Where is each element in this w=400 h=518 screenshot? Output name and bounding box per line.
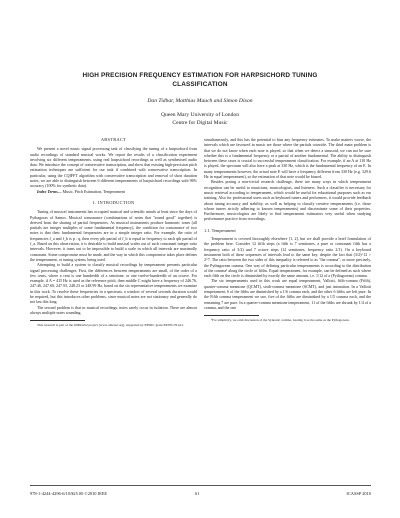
- footnote-left: This research is part of the OMRAS2 project (www.omras2.org), supported by EPSRC grant EP/E017614/1.: [37, 323, 185, 328]
- author-list: Dan Tidhar, Matthias Mauch and Simon Dixon: [147, 98, 253, 104]
- right-paragraph-4: The six temperaments used in this work are equal temperament, Vallotti, fifth-comma (Fifth), quarter-comma meantone (QCMT), sixth-comma meantone (SCMT), and just intonation. In a Vallotti temperament, 6 of the fifths are diminished by a 1/6 comma each, and the other 6 fifths are left pure. In the Fifth comma temperament we use, five of the fifths are diminished by a 1/5 comma each, and the remaining 7 are pure. In a quarter-comma meantone temperament, 11 of the fifths are shrunk by 1/4 of a comma, and the one: [204, 278, 371, 310]
- affiliation-line-1: Queen Mary University of London: [161, 112, 239, 118]
- intro-paragraph-1: Tuning of musical instruments has occupied musical and scientific minds at least since the days of Pythagoras of Samos. Musical consonance (combinations of notes that "sound good" together) is derived from the sharing of partial frequencies. As musical instruments produce harmonic tones (all partials are integer multiples of some fundamental frequency), the condition for consonance of two notes is that their fundamental frequencies are in a simple integer ratio. For example, the ratio of frequencies f_a and f_b is p : q, then every pth partial of f_b is equal in frequency to each qth partial of f_a. Based on this observation, it is desirable to build musical scales out of such consonant integer ratio intervals. However, it turns out to be impossible to build a scale in which all intervals are maximally consonant. Some compromise must be made, and the way in which this compromise takes place defines the temperament, or tuning system, being used.: [30, 209, 197, 262]
- intro-paragraph-2: Attempting to build a system to classify musical recordings by temperament presents particular signal processing challenges. First, the differences between temperaments are small, of the order of a few cents, where a cent is one hundredth of a semitone, or one twelve-hundredth of an octave. For example, if A = 415 Hz is used as the reference pitch, then middle C might have a frequency of 246.76, 247.46, 247.60, 247.93, 248.23 or 248.99 Hz, based on the six representative temperaments we examine in this work. To resolve these frequencies in a spectrum, a window of several seconds duration would be required, but this introduces other problems, since musical notes are not stationary and generally do not last this long.: [30, 262, 197, 305]
- footnote-rule: [30, 320, 85, 321]
- right-paragraph-1: simultaneously, and this has the potential to bias any frequency estimates. To make matters worse, the intervals which are favoured in music are those where the partials coincide. The third main problem is that we do not know when each note is played, so that when we detect a sinusoid, we can not be sure whether this is a fundamental frequency or a partial of another fundamental. The ability to distinguish between these cases is crucial to successful temperament classification. For example, if an A at 110 Hz is played, the spectrum will also have a peak at 330 Hz, which is the fundamental frequency of an E. In many temperaments however, the actual note E will have a frequency different from 330 Hz (e.g. 329.6 Hz in equal temperament), so the estimation of that note would be biased.: [204, 137, 371, 180]
- abstract-text: We present a novel music signal processing task of classifying the tuning of a harpsichord from audio recordings of standard musical works. We report the results of a classification experiment involving six different temperaments, using real harpsichord recordings as well as synthesised audio data. We introduce the concept of conservative transcription, and show that existing high-precision pitch estimation techniques are sufficient for our task if combined with conservative transcription. In particular, using the CQIFFT algorithm with conservative transcription and removal of short duration notes, we are able to distinguish between 6 different temperaments of harpsichord recordings with 96% accuracy (100% for synthetic data).: [30, 146, 197, 189]
- abstract-heading: ABSTRACT: [100, 137, 127, 142]
- index-terms-label: Index Terms—: [37, 188, 62, 194]
- page-number: 61: [195, 491, 200, 496]
- right-paragraph-2: Besides posing a non-trivial research challenge, there are many ways in which temperament recognition can be useful to musicians, musicologists, and listeners. Such a classifier is necessary for music retrieval according to temperament, which would be useful for educational purposes such as ear training. Also for professional users such as keyboard tuners and performers, it would provide feedback about tuning accuracy and stability, as well as helping to classify creative temperaments (i.e. those whose tuners strictly adhering to known temperaments) and discriminate some of their properties. Furthermore, musicologists are likely to find temperament estimators very useful when studying performance practice from recordings.: [204, 179, 371, 222]
- affiliation-line-2: Centre for Digital Music: [172, 120, 228, 126]
- conference-name: ICASSP 2010: [346, 491, 371, 496]
- intro-paragraph-3: The second problem is that in musical recordings, notes rarely occur in isolation. There are almost always multiple notes sounding: [30, 304, 197, 315]
- footer-rule: [30, 485, 371, 486]
- index-terms-text: Music, Pitch Estimation, Temperament: [61, 188, 126, 194]
- intro-heading: 1. INTRODUCTION: [92, 199, 135, 205]
- footnote-rule-right: [204, 315, 259, 316]
- title-line-1: HIGH PRECISION FREQUENCY ESTIMATION FOR HARPSICHORD TUNING: [82, 72, 318, 79]
- footnote-right: ¹For simplicity, we omit discussion of the Syntonic comma, treating it as the same as the Pythagorean.: [211, 318, 350, 323]
- right-column: [204, 137, 371, 323]
- left-column: [30, 137, 197, 328]
- title-line-2: CLASSIFICATION: [172, 81, 228, 88]
- paper-title: [0, 71, 400, 89]
- subsection-heading: 1.1. Temperament: [204, 227, 236, 233]
- right-paragraph-3: Temperament is covered thoroughly elsewhere [1, 2], but we shall provide a brief formulation of the problem here. Consider 12 fifth steps (a fifth is 7 semitones, a pure or consonant fifth has a frequency ratio of 3/2) and 7 octave steps (12 semitones, frequency ratio 2/1). On a keyboard instrument both of these sequences of intervals lead to the same key, despite the fact that (3/2)^12 > 2^7. The ratio between the two sides of this inequality is referred to as "the comma", or more precisely, the Pythagorean comma. One way of defining particular temperaments is according to the distribution of the comma¹ along the circle of fifths. Equal temperament, for example, can be defined as such where each fifth on the circle is diminished by exactly the same amount, i.e. 1/12 of a (Pythagorean) comma.: [204, 236, 371, 279]
- footer-copyright: 978-1-4244-4296-6/10/$25.00 ©2010 IEEE: [30, 491, 108, 496]
- index-terms: [30, 189, 197, 194]
- affiliation: [0, 111, 400, 127]
